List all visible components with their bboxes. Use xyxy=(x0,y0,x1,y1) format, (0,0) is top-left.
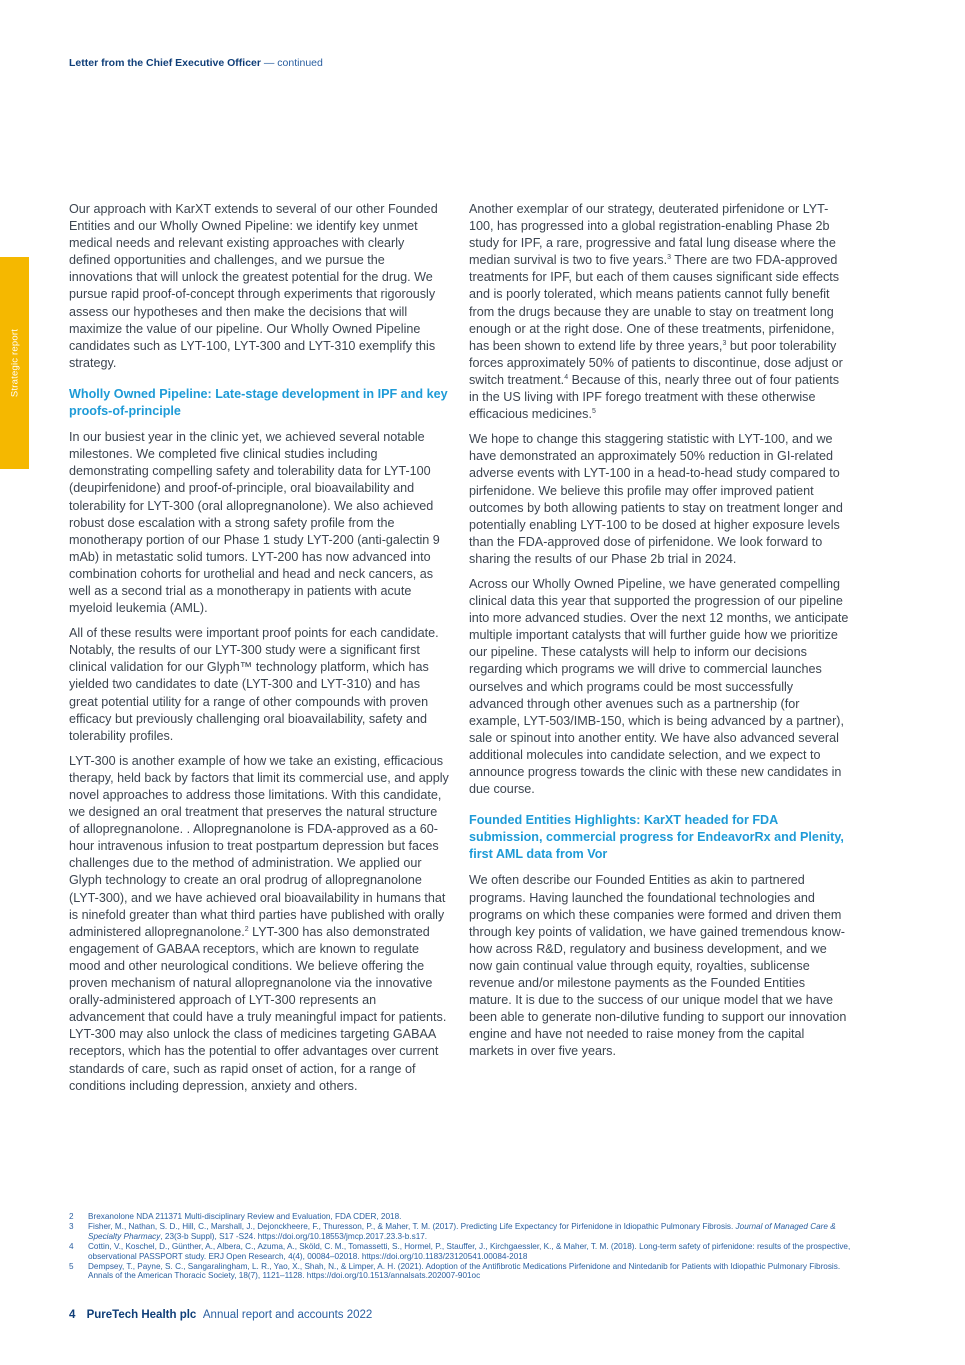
footnote-number: 3 xyxy=(69,1222,74,1232)
footnote xyxy=(69,1222,859,1241)
report-title: Annual report and accounts 2022 xyxy=(202,1309,373,1321)
footnote-text-run: , 23(3-b Suppl), S17 -S24. https://doi.org/10.18553/jmcp.2017.23.3-b.s17. xyxy=(160,1231,428,1241)
footnote-number: 5 xyxy=(69,1262,74,1272)
footnote-ref[interactable]: 3 xyxy=(722,339,727,347)
footnote-ref[interactable]: 4 xyxy=(564,373,569,381)
paragraph: We often describe our Founded Entities as akin to partnered programs. Having launched the foundational technologies and programs on which these companies were formed and driven them through key points of validation, we have gained tremendous know-how across R&D, regulatory and business development, and we now gain continual value through equity, royalties, sublicense revenue and/or milestone payments as the Founded Entities mature. It is due to the success of our unique model that we have been able to generate non-dilutive funding to support our innovation engine and have not needed to raise money from the capital markets in over five years. xyxy=(469,873,847,1059)
text-run: LYT-300 has also demonstrated engagement of GABAA receptors, which are known to regulate mood and other neurological conditions. We believe offering the proven mechanism of natural allopregnanolone via the innovative orally-administered approach of LYT-300 represents an advancement that could have a truly meaningful impact for patients. LYT-300 may also unlock the class of medicines targeting GABAA receptors, which has the potential to offer advantages over current standards of care, such as rapid onset of action, for a range of conditions including depression, anxiety and others. xyxy=(69,924,447,1093)
header-title: Letter from the Chief Executive Officer xyxy=(69,57,261,69)
footnote-text: Brexanolone NDA 211371 Multi-disciplinary Review and Evaluation, FDA CDER, 2018. xyxy=(88,1212,402,1221)
footnote-ref[interactable]: 2 xyxy=(244,925,249,933)
paragraph xyxy=(469,201,851,423)
footnotes xyxy=(69,1212,859,1282)
company-name: PureTech Health plc xyxy=(86,1309,197,1321)
paragraph: Across our Wholly Owned Pipeline, we have generated compelling clinical data this year that supported the progression of our pipeline into more advanced studies. Over the next 12 months, we anticipate multiple important catalysts that will further guide how we prioritize our pipeline. These catalysts will help to inform our decisions regarding which programs we will drive to commercial launches ourselves and which programs could be most successfully advanced through other avenues such as a partnership (for example, LYT-503/IMB-150, which is being advanced by a partner), sale or spinout into another entity. We have also advanced several additional molecules into candidate selection, and we expect to announce progress towards the clinic with these new candidates in due course. xyxy=(469,576,849,797)
footnote-ref[interactable]: 5 xyxy=(591,408,596,416)
running-header xyxy=(69,57,323,69)
text-run: Because of this, nearly three out of four patients in the US living with IPF forego treatment with these otherwise efficacious medicines. xyxy=(469,372,840,422)
text-run: but poor tolerability forces approximately 50% of patients to discontinue, dose adjust or switch treatment. xyxy=(469,338,843,387)
footnote-text: Dempsey, T., Payne, S. C., Sangaralingham, L. R., Yao, X., Shah, N., & Limper, A. H. (2021). Adoption of the Antifibrotic Medications Pirfenidone and Nintedanib for Patients with Idiopathic Pulmonary Fibrosis. Annals of the American Thoracic Society, 18(7), 1121–1128. https://doi.org/10.1513/annalsats.202007-901oc xyxy=(88,1262,841,1281)
section-heading: Wholly Owned Pipeline: Late-stage development in IPF and key proofs-of-principle xyxy=(69,386,448,419)
paragraph: All of these results were important proof points for each candidate. Notably, the results of our LYT-300 study were a significant first clinical validation for our Glyph™ technology platform, which has yielded two candidates to date (LYT-300 and LYT-310) and has great potential utility for a range of other compounds with proven efficacy but previously challenging oral bioavailability, safety and tolerability profiles. xyxy=(69,626,439,743)
paragraph xyxy=(69,753,449,1095)
footnote-number: 4 xyxy=(69,1242,74,1252)
footnote-text xyxy=(88,1222,859,1241)
paragraph: We hope to change this staggering statistic with LYT-100, and we have demonstrated an approximately 50% reduction in GI-related adverse events with LYT-100 in a head-to-head study compared to pirfenidone. We believe this profile may offer improved patient outcomes by both allowing patients to stay on treatment longer and potentially enabling LYT-100 to be dosed at higher exposure levels than the FDA-approved dose of pirfenidone. We look forward to sharing the results of our Phase 2b trial in 2024. xyxy=(469,432,843,566)
journal-title: Journal of Managed Care & Specialty Pharmacy xyxy=(88,1222,836,1241)
footnote xyxy=(69,1262,859,1281)
text-run: LYT-300 is another example of how we take an existing, efficacious therapy, held back by factors that limit its commercial use, and apply novel approaches to address those limitations. With this candidate, we designed an oral treatment that preserves the natural structure of allopregnanolone. . Allopregnanolone is FDA-approved as a 60-hour intravenous infusion to treat postpartum depression but faces challenges due to the method of administration. We applied our Glyph technology to create an oral prodrug of allopregnanolone (LYT-300), and we have achieved oral bioavailability in humans that is ninefold greater than what third parties have published with orally administered allopregnanolone. xyxy=(69,753,449,939)
footnote-ref[interactable]: 3 xyxy=(667,254,671,262)
paragraph: Our approach with KarXT extends to several of our other Founded Entities and our Wholly Owned Pipeline: we identify key unmet medical needs and relevant existing approaches with clearly defined opportunities and challenges, and we pursue the innovations that will unlock the greatest potential for the drug. We pursue rapid proof-of-concept through experiments that rigorously assess our hypotheses and then make the decisions that will maximize the value of our pipeline. Our Wholly Owned Pipeline candidates such as LYT-100, LYT-300 and LYT-310 exemplify this strategy. xyxy=(69,202,438,370)
page-number: 4 xyxy=(69,1309,76,1321)
footnote xyxy=(69,1242,859,1261)
text-run: Another exemplar of our strategy, deuterated pirfenidone or LYT-100, has progressed into a global registration-enabling Phase 2b study for IPF, a rare, progressive and fatal lung disease where the median survival is two to five years. xyxy=(469,202,836,268)
section-heading: Founded Entities Highlights: KarXT headed for FDA submission, commercial progress for EndeavorRx and Plenity, first AML data from Vor xyxy=(469,813,844,862)
footnote-number: 2 xyxy=(69,1212,74,1221)
paragraph: In our busiest year in the clinic yet, we achieved several notable milestones. We completed five clinical studies including demonstrating compelling safety and tolerability data for LYT-100 (deupirfenidone) and proof-of-principle, oral bioavailability and tolerability for LYT-300 (oral allopregnanolone). We also achieved robust dose escalation with a strong safety profile from the monotherapy portion of our Phase 1 study LYT-200 (anti-galectin 9 mAb) in metastatic solid tumors. LYT-200 has now advanced into combination cohorts for urothelial and head and neck cancers, as well as a second trial as a monotherapy in patients with acute myeloid leukemia (AML). xyxy=(69,430,440,616)
left-column xyxy=(69,201,449,1103)
page-footer xyxy=(69,1309,372,1321)
header-suffix: — continued xyxy=(263,57,323,69)
right-column xyxy=(469,201,851,1069)
section-tab-label: Strategic report xyxy=(9,328,20,398)
footnote-text-run: Fisher, M., Nathan, S. D., Hill, C., Marshall, J., Dejonckheere, F., Thuresson, P., & Maher, T. M. (2017). Predicting Life Expectancy for Pirfenidone in Idiopathic Pulmonary Fibrosis. xyxy=(88,1222,736,1232)
footnote xyxy=(69,1212,859,1221)
footnote-text: Cottin, V., Koschel, D., Günther, A., Albera, C., Azuma, A., Sköld, C. M., Tomassetti, S., Hormel, P., Stauffer, J., Kirchgaessler, K., & Maher, T. M. (2018). Long-term safety of pirfenidone: results of the prospective, observational PASSPORT study. ERJ Open Research, 4(4), 00084–02018. https://doi.org/10.1183/23120541.00084-2018 xyxy=(88,1242,851,1261)
text-run: There are two FDA-approved treatments for IPF, but each of them causes significant side effects and is poorly tolerated, which means patients cannot fully benefit from the drugs because they are unable to stay on treatment long enough or at the right dose. One of these treatments, pirfenidone, has been shown to extend life by three years, xyxy=(469,253,840,353)
section-tab[interactable] xyxy=(0,257,29,469)
